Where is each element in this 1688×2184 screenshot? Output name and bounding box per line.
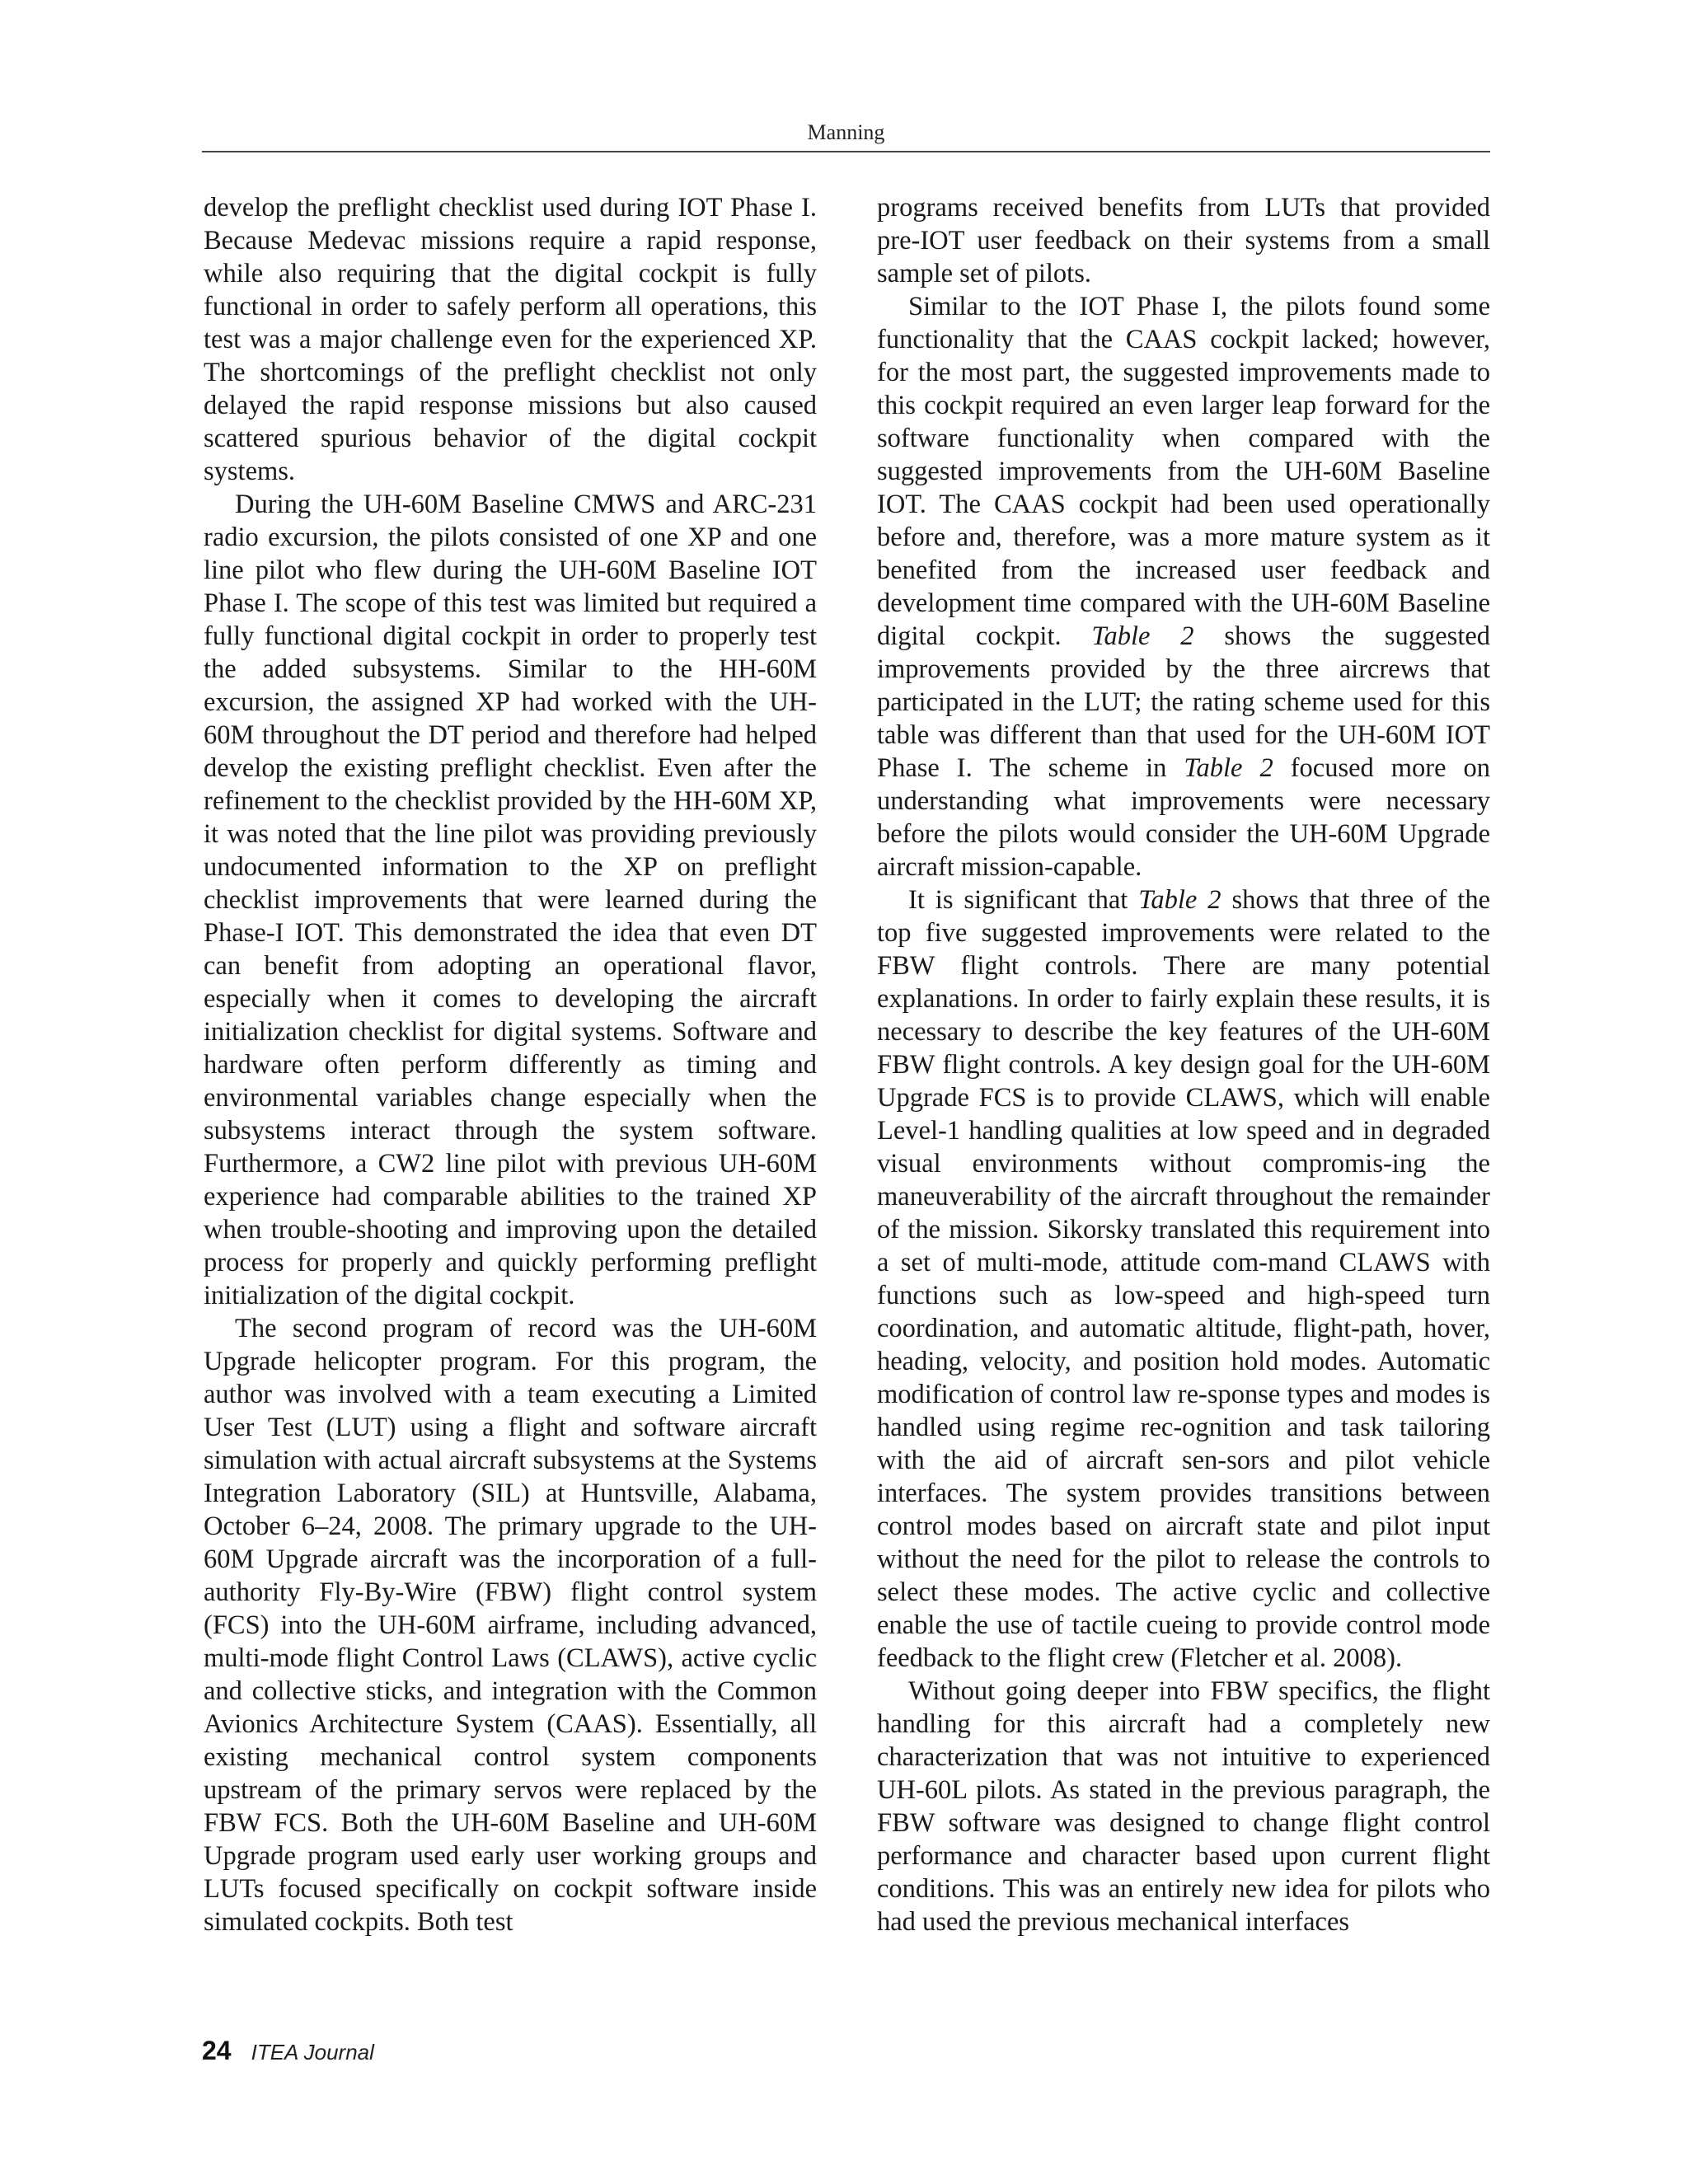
table-reference: Table 2 <box>1184 753 1273 783</box>
page-number: 24 <box>202 2036 232 2065</box>
body-paragraph: programs received benefits from LUTs that provided pre-IOT user feedback on their systems from a small sample set of pilots. <box>877 193 1490 288</box>
body-paragraph <box>877 883 1490 1675</box>
body-paragraph <box>877 290 1490 883</box>
journal-name: ITEA Journal <box>251 2040 374 2064</box>
paragraph-text: Similar to the IOT Phase I, the pilots found some functionality that the CAAS cockpit lacked; however, for the most part, the suggested improvements made to this cockpit required an even larger leap forward for the software functionality when compared with the suggested improvements from the UH-60M Baseline IOT. The CAAS cockpit had been used operationally before and, therefore, was a more mature system as it benefited from the increased user feedback and development time compared with the UH-60M Baseline digital cockpit. <box>877 292 1490 651</box>
body-paragraph: Without going deeper into FBW specifics, the flight handling for this aircraft had a completely new characterization that was not intuitive to experienced UH-60L pilots. As stated in the previous paragraph, the FBW software was designed to change flight control performance and character based upon current flight conditions. This was an entirely new idea for pilots who had used the previous mechanical interfaces <box>877 1676 1490 1937</box>
running-head: Manning <box>807 120 885 144</box>
page-footer <box>202 2036 374 2069</box>
paragraph-text: shows the suggested improvements provided by the three aircrews that participated in the LUT; the rating scheme used for this table was different than that used for the UH-60M IOT Phase I. The scheme in <box>877 621 1491 783</box>
body-paragraph: During the UH-60M Baseline CMWS and ARC-231 radio excursion, the pilots consisted of one XP and one line pilot who flew during the UH-60M Baseline IOT Phase I. The scope of this test was limited but required a fully functional digital cockpit in order to properly test the added subsystems. Similar to the HH-60M excursion, the assigned XP had worked with the UH-60M throughout the DT period and therefore had helped develop the existing preflight checklist. Even after the refinement to the checklist provided by the HH-60M XP, it was noted that the line pilot was providing previously undocumented information to the XP on preflight checklist improvements that were learned during the Phase-I IOT. This demonstrated the idea that even DT can benefit from adopting an operational flavor, especially when it comes to developing the aircraft initialization checklist for digital systems. Software and hardware often perform differently as timing and environmental variables change especially when the subsystems interact through the system software. Furthermore, a CW2 line pilot with previous UH-60M experience had comparable abilities to the trained XP when trouble-shooting and improving upon the detailed process for properly and quickly performing preflight initialization of the digital cockpit. <box>204 490 817 1310</box>
body-paragraph: The second program of record was the UH-60M Upgrade helicopter program. For this program, the author was involved with a team executing a Limited User Test (LUT) using a flight and software aircraft simulation with actual aircraft subsystems at the Systems Integration Laboratory (SIL) at Huntsville, Alabama, October 6–24, 2008. The primary upgrade to the UH-60M Upgrade aircraft was the incorporation of a full-authority Fly-By-Wire (FBW) flight control system (FCS) into the UH-60M airframe, including advanced, multi-mode flight Control Laws (CLAWS), active cyclic and collective sticks, and integration with the Common Avionics Architecture System (CAAS). Essentially, all existing mechanical control system components upstream of the primary servos were replaced by the FBW FCS. Both the UH-60M Baseline and UH-60M Upgrade program used early user working groups and LUTs focused specifically on cockpit software inside simulated cockpits. Both test <box>204 1314 817 1937</box>
table-reference: Table 2 <box>1138 885 1221 915</box>
table-reference: Table 2 <box>1091 621 1194 651</box>
left-column <box>204 191 817 1938</box>
right-column <box>877 191 1490 1938</box>
header-rule <box>202 151 1490 152</box>
paragraph-text: It is significant that <box>908 885 1128 915</box>
body-paragraph: develop the preflight checklist used during IOT Phase I. Because Medevac missions require a rapid response, while also requiring that the digital cockpit is fully functional in order to safely perform all operations, this test was a major challenge even for the experienced XP. The shortcomings of the preflight checklist not only delayed the rapid response missions but also caused scattered spurious behavior of the digital cockpit systems. <box>204 193 817 486</box>
paragraph-text: focused more on understanding what improvements were necessary before the pilots would consider the UH-60M Upgrade aircraft mission-capable. <box>877 753 1491 882</box>
paragraph-text: shows that three of the top five suggested improvements were related to the FBW flight controls. There are many potential explanations. In order to fairly explain these results, it is necessary to describe the key features of the UH-60M FBW flight controls. A key design goal for the UH-60M Upgrade FCS is to provide CLAWS, which will enable Level-1 handling qualities at low speed and in degraded visual environments without compromis-ing the maneuverability of the aircraft throughout the remainder of the mission. Sikorsky translated this requirement into a set of multi-mode, attitude com-mand CLAWS with functions such as low-speed and high-speed turn coordination, and automatic altitude, flight-path, hover, heading, velocity, and position hold modes. Automatic modification of control law re-sponse types and modes is handled using regime rec-ognition and task tailoring with the aid of aircraft sen-sors and pilot vehicle interfaces. The system provides transitions between control modes based on aircraft state and pilot input without the need for the pilot to release the controls to select these modes. The active cyclic and collective enable the use of tactile cueing to provide control mode feedback to the flight crew (Fletcher et al. 2008). <box>877 885 1491 1673</box>
